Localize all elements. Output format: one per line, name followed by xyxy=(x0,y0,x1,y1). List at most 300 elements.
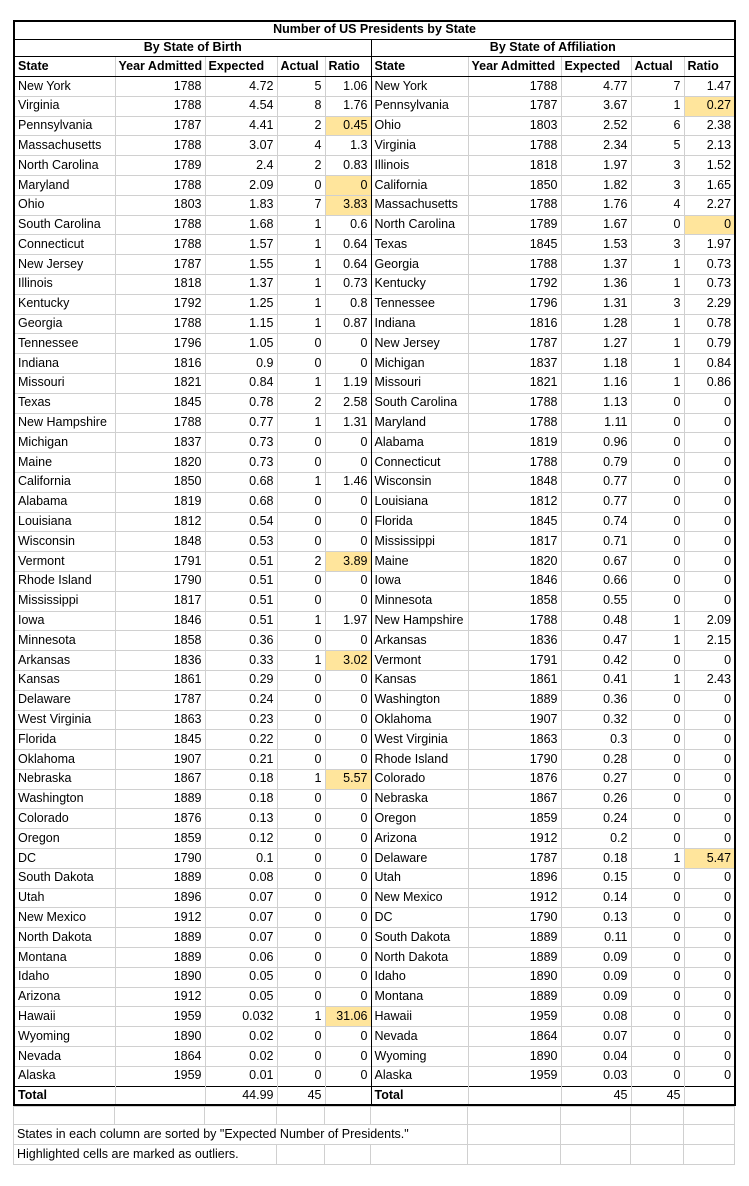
cell-state: South Dakota xyxy=(14,868,115,888)
empty-cell xyxy=(325,1145,371,1165)
table-row xyxy=(14,373,735,393)
table-row xyxy=(14,96,735,116)
cell-year-admitted: 1788 xyxy=(115,136,205,156)
cell-actual: 1 xyxy=(631,354,684,374)
cell-expected: 0.54 xyxy=(205,512,277,532)
cell-year-admitted: 1836 xyxy=(115,651,205,671)
cell-actual: 0 xyxy=(277,809,325,829)
cell-state: Nevada xyxy=(14,1047,115,1067)
cell-ratio: 0 xyxy=(684,750,735,770)
empty-cell xyxy=(325,1107,371,1125)
empty-cell xyxy=(561,1145,631,1165)
cell-state: Utah xyxy=(371,868,468,888)
table-row xyxy=(14,116,735,136)
cell-expected: 0.14 xyxy=(561,888,631,908)
cell-ratio: 0 xyxy=(325,670,371,690)
cell-year-admitted: 1889 xyxy=(115,928,205,948)
table-row xyxy=(14,928,735,948)
cell-year-admitted: 1912 xyxy=(468,829,561,849)
cell-state: North Dakota xyxy=(371,948,468,968)
cell-ratio: 0 xyxy=(684,651,735,671)
cell-ratio: 0 xyxy=(325,948,371,968)
cell-ratio: 0 xyxy=(325,908,371,928)
cell-expected: 0.032 xyxy=(205,1007,277,1027)
cell-actual: 5 xyxy=(277,77,325,97)
cell-actual: 0 xyxy=(631,1007,684,1027)
cell-year-admitted: 1788 xyxy=(468,255,561,275)
cell-expected: 0.06 xyxy=(205,948,277,968)
cell-year-admitted: 1959 xyxy=(115,1066,205,1086)
cell-expected: 0.51 xyxy=(205,611,277,631)
cell-ratio: 1.3 xyxy=(325,136,371,156)
cell-state: Texas xyxy=(14,393,115,413)
cell-year-admitted: 1818 xyxy=(468,156,561,176)
empty-cell xyxy=(561,1125,631,1145)
cell-state: Pennsylvania xyxy=(14,116,115,136)
cell-year-admitted: 1787 xyxy=(115,116,205,136)
cell-actual: 2 xyxy=(277,393,325,413)
cell-actual: 0 xyxy=(631,809,684,829)
cell-actual: 0 xyxy=(631,868,684,888)
cell-year-admitted: 1876 xyxy=(468,769,561,789)
cell-expected: 1.25 xyxy=(205,294,277,314)
column-header-expected: Expected xyxy=(205,57,277,77)
cell-ratio: 0 xyxy=(325,1066,371,1086)
cell-actual: 0 xyxy=(277,908,325,928)
cell-actual: 0 xyxy=(277,631,325,651)
cell-state: New Hampshire xyxy=(14,413,115,433)
table-row xyxy=(14,631,735,651)
cell-expected: 0.03 xyxy=(561,1066,631,1086)
cell-ratio: 0 xyxy=(684,591,735,611)
cell-ratio: 0 xyxy=(684,393,735,413)
cell-state: Louisiana xyxy=(14,512,115,532)
cell-expected: 1.16 xyxy=(561,373,631,393)
cell-expected: 0.23 xyxy=(205,710,277,730)
empty-cell xyxy=(371,1145,468,1165)
cell-expected: 0.68 xyxy=(205,472,277,492)
cell-expected: 0.13 xyxy=(561,908,631,928)
cell-ratio: 0 xyxy=(684,690,735,710)
cell-year-admitted: 1889 xyxy=(468,987,561,1007)
cell-ratio: 0 xyxy=(684,1066,735,1086)
cell-year-admitted: 1790 xyxy=(468,908,561,928)
outlier-cell: 3.02 xyxy=(325,651,371,671)
cell-state: Massachusetts xyxy=(371,195,468,215)
cell-year-admitted: 1912 xyxy=(115,987,205,1007)
column-header-ratio: Ratio xyxy=(684,57,735,77)
cell-year-admitted: 1788 xyxy=(115,413,205,433)
cell-year-admitted: 1850 xyxy=(468,175,561,195)
cell-ratio: 0 xyxy=(325,829,371,849)
table-row xyxy=(14,967,735,987)
cell-ratio: 2.27 xyxy=(684,195,735,215)
cell-year-admitted: 1792 xyxy=(115,294,205,314)
outlier-cell: 5.47 xyxy=(684,849,735,869)
cell-ratio: 1.65 xyxy=(684,175,735,195)
cell-actual: 0 xyxy=(277,1047,325,1067)
cell-year-admitted: 1816 xyxy=(115,354,205,374)
cell-year-admitted: 1787 xyxy=(468,849,561,869)
cell-ratio: 0 xyxy=(684,928,735,948)
cell-expected: 1.37 xyxy=(205,274,277,294)
cell-year-admitted: 1890 xyxy=(115,1027,205,1047)
cell-actual: 0 xyxy=(277,928,325,948)
cell-expected: 0.51 xyxy=(205,591,277,611)
cell-ratio: 2.38 xyxy=(684,116,735,136)
cell-expected: 0.66 xyxy=(561,571,631,591)
cell-year-admitted: 1863 xyxy=(468,730,561,750)
cell-ratio: 1.06 xyxy=(325,77,371,97)
empty-row xyxy=(14,1107,735,1125)
cell-expected: 0.48 xyxy=(561,611,631,631)
cell-actual: 0 xyxy=(631,987,684,1007)
empty-cell xyxy=(14,1107,115,1125)
cell-ratio: 0 xyxy=(684,948,735,968)
cell-actual: 0 xyxy=(277,868,325,888)
cell-state: Michigan xyxy=(371,354,468,374)
footnote-outliers: Highlighted cells are marked as outliers. xyxy=(14,1145,277,1165)
cell-ratio: 1.76 xyxy=(325,96,371,116)
cell-actual: 1 xyxy=(277,651,325,671)
cell-year-admitted: 1889 xyxy=(115,948,205,968)
cell-year-admitted: 1820 xyxy=(115,453,205,473)
cell-state: Iowa xyxy=(14,611,115,631)
cell-expected: 0.33 xyxy=(205,651,277,671)
cell-state: Washington xyxy=(14,789,115,809)
cell-expected: 0.12 xyxy=(205,829,277,849)
cell-year-admitted: 1912 xyxy=(468,888,561,908)
cell-state: Nevada xyxy=(371,1027,468,1047)
cell-ratio: 0 xyxy=(684,1047,735,1067)
cell-expected: 0.67 xyxy=(561,552,631,572)
cell-year-admitted: 1837 xyxy=(468,354,561,374)
cell-ratio: 0.73 xyxy=(684,274,735,294)
table-row xyxy=(14,136,735,156)
cell-state: South Carolina xyxy=(371,393,468,413)
cell-year-admitted: 1896 xyxy=(115,888,205,908)
cell-expected: 0.55 xyxy=(561,591,631,611)
empty-cell xyxy=(631,1145,684,1165)
cell-ratio: 0 xyxy=(325,532,371,552)
cell-expected: 0.18 xyxy=(205,769,277,789)
cell-expected: 1.57 xyxy=(205,235,277,255)
outlier-cell: 0 xyxy=(684,215,735,235)
cell-state: Georgia xyxy=(14,314,115,334)
cell-ratio: 0 xyxy=(325,868,371,888)
cell-year-admitted: 1812 xyxy=(468,492,561,512)
cell-actual: 1 xyxy=(631,631,684,651)
cell-state: Oregon xyxy=(371,809,468,829)
cell-expected: 0.28 xyxy=(561,750,631,770)
cell-expected: 0.18 xyxy=(205,789,277,809)
cell-state: Massachusetts xyxy=(14,136,115,156)
cell-ratio: 0 xyxy=(325,1047,371,1067)
cell-actual: 3 xyxy=(631,235,684,255)
cell-expected: 0.78 xyxy=(205,393,277,413)
cell-expected: 1.55 xyxy=(205,255,277,275)
cell-expected: 0.77 xyxy=(205,413,277,433)
cell-ratio: 0.64 xyxy=(325,255,371,275)
cell-ratio: 1.47 xyxy=(684,77,735,97)
cell-expected: 0.07 xyxy=(205,928,277,948)
cell-year-admitted: 1959 xyxy=(468,1007,561,1027)
cell-state: Maryland xyxy=(14,175,115,195)
empty-cell xyxy=(468,1125,561,1145)
cell-expected: 1.36 xyxy=(561,274,631,294)
cell-actual: 1 xyxy=(277,472,325,492)
cell-year-admitted: 1859 xyxy=(115,829,205,849)
cell-ratio: 0 xyxy=(684,492,735,512)
cell-actual: 0 xyxy=(277,334,325,354)
table-title: Number of US Presidents by State xyxy=(14,21,735,39)
table-row xyxy=(14,453,735,473)
cell-actual: 0 xyxy=(277,750,325,770)
cell-actual: 1 xyxy=(277,294,325,314)
cell-actual: 3 xyxy=(631,175,684,195)
cell-ratio: 2.15 xyxy=(684,631,735,651)
cell-year-admitted: 1846 xyxy=(115,611,205,631)
cell-year-admitted: 1858 xyxy=(115,631,205,651)
cell-state: Ohio xyxy=(371,116,468,136)
cell-expected: 0.36 xyxy=(561,690,631,710)
cell-expected: 0.02 xyxy=(205,1047,277,1067)
cell-expected: 0.73 xyxy=(205,453,277,473)
cell-actual: 7 xyxy=(277,195,325,215)
cell-expected: 0.05 xyxy=(205,967,277,987)
cell-state: New Hampshire xyxy=(371,611,468,631)
cell-expected: 2.4 xyxy=(205,156,277,176)
cell-ratio: 0.78 xyxy=(684,314,735,334)
cell-year-admitted: 1907 xyxy=(468,710,561,730)
cell-ratio: 0 xyxy=(325,849,371,869)
cell-expected: 0.15 xyxy=(561,868,631,888)
cell-actual: 0 xyxy=(277,730,325,750)
cell-ratio: 0.83 xyxy=(325,156,371,176)
cell-ratio: 0 xyxy=(325,453,371,473)
cell-expected: 1.83 xyxy=(205,195,277,215)
cell-state: Kansas xyxy=(371,670,468,690)
cell-year-admitted: 1789 xyxy=(115,156,205,176)
cell-expected: 0.47 xyxy=(561,631,631,651)
cell-actual: 1 xyxy=(631,255,684,275)
cell-actual: 1 xyxy=(277,413,325,433)
cell-state: Connecticut xyxy=(14,235,115,255)
cell-actual: 0 xyxy=(631,690,684,710)
footer-grid xyxy=(13,1106,735,1165)
cell-ratio: 1.31 xyxy=(325,413,371,433)
cell-expected: 0.53 xyxy=(205,532,277,552)
cell-actual: 0 xyxy=(631,472,684,492)
cell-ratio: 0 xyxy=(325,571,371,591)
cell-state: Alaska xyxy=(371,1066,468,1086)
cell-ratio: 0 xyxy=(325,928,371,948)
cell-year-admitted: 1820 xyxy=(468,552,561,572)
cell-state: Nebraska xyxy=(14,769,115,789)
cell-year-admitted: 1788 xyxy=(115,215,205,235)
cell-actual: 1 xyxy=(631,96,684,116)
cell-ratio: 0 xyxy=(325,631,371,651)
cell-expected: 4.77 xyxy=(561,77,631,97)
cell-expected: 1.27 xyxy=(561,334,631,354)
cell-year-admitted: 1818 xyxy=(115,274,205,294)
cell-actual: 0 xyxy=(277,1066,325,1086)
cell-state: Texas xyxy=(371,235,468,255)
cell-state: South Carolina xyxy=(14,215,115,235)
cell-expected: 0.41 xyxy=(561,670,631,690)
cell-actual: 0 xyxy=(277,591,325,611)
cell-year-admitted: 1889 xyxy=(115,868,205,888)
cell-state: Indiana xyxy=(371,314,468,334)
column-header-state: State xyxy=(14,57,115,77)
cell-state: Vermont xyxy=(371,651,468,671)
cell-year-admitted: 1837 xyxy=(115,433,205,453)
cell-state: New York xyxy=(14,77,115,97)
cell-year-admitted: 1896 xyxy=(468,868,561,888)
cell-expected: 0.96 xyxy=(561,433,631,453)
total-label: Total xyxy=(14,1086,115,1105)
cell-ratio: 0 xyxy=(325,591,371,611)
cell-actual: 1 xyxy=(277,215,325,235)
cell-year-admitted: 1859 xyxy=(468,809,561,829)
cell-actual: 5 xyxy=(631,136,684,156)
cell-year-admitted: 1791 xyxy=(115,552,205,572)
cell-year-admitted: 1819 xyxy=(115,492,205,512)
cell-expected: 0.71 xyxy=(561,532,631,552)
cell-state: New Jersey xyxy=(371,334,468,354)
cell-expected: 1.82 xyxy=(561,175,631,195)
empty-cell xyxy=(205,1107,277,1125)
cell-ratio: 0 xyxy=(684,1027,735,1047)
cell-expected: 0.74 xyxy=(561,512,631,532)
cell-year-admitted: 1812 xyxy=(115,512,205,532)
cell-expected: 2.52 xyxy=(561,116,631,136)
cell-actual: 0 xyxy=(631,532,684,552)
cell-state: Rhode Island xyxy=(14,571,115,591)
cell-actual: 0 xyxy=(277,967,325,987)
table-row xyxy=(14,591,735,611)
cell-state: California xyxy=(14,472,115,492)
cell-state: Oklahoma xyxy=(14,750,115,770)
cell-actual: 3 xyxy=(631,156,684,176)
cell-actual: 1 xyxy=(277,314,325,334)
total-expected: 45 xyxy=(561,1086,631,1105)
cell-ratio: 0 xyxy=(684,809,735,829)
empty-cell xyxy=(561,1107,631,1125)
cell-state: Maine xyxy=(371,552,468,572)
table-row xyxy=(14,829,735,849)
cell-expected: 0.84 xyxy=(205,373,277,393)
cell-state: Montana xyxy=(14,948,115,968)
table-row xyxy=(14,492,735,512)
cell-year-admitted: 1788 xyxy=(468,413,561,433)
cell-actual: 1 xyxy=(277,235,325,255)
cell-expected: 0.18 xyxy=(561,849,631,869)
cell-ratio: 0.84 xyxy=(684,354,735,374)
cell-year-admitted: 1889 xyxy=(468,928,561,948)
cell-state: Connecticut xyxy=(371,453,468,473)
cell-expected: 0.08 xyxy=(561,1007,631,1027)
cell-ratio: 0.64 xyxy=(325,235,371,255)
table-row xyxy=(14,235,735,255)
table-row xyxy=(14,849,735,869)
table-row xyxy=(14,156,735,176)
cell-state: Utah xyxy=(14,888,115,908)
cell-year-admitted: 1788 xyxy=(115,235,205,255)
cell-actual: 0 xyxy=(277,492,325,512)
cell-year-admitted: 1864 xyxy=(468,1027,561,1047)
cell-actual: 0 xyxy=(631,967,684,987)
cell-actual: 1 xyxy=(631,849,684,869)
cell-expected: 0.51 xyxy=(205,571,277,591)
empty-cell xyxy=(277,1107,325,1125)
cell-state: Michigan xyxy=(14,433,115,453)
cell-expected: 0.07 xyxy=(561,1027,631,1047)
cell-actual: 0 xyxy=(277,1027,325,1047)
cell-year-admitted: 1867 xyxy=(468,789,561,809)
total-expected: 44.99 xyxy=(205,1086,277,1105)
cell-ratio: 0 xyxy=(325,690,371,710)
cell-actual: 0 xyxy=(631,769,684,789)
cell-expected: 0.13 xyxy=(205,809,277,829)
table-row xyxy=(14,255,735,275)
cell-year-admitted: 1789 xyxy=(468,215,561,235)
cell-year-admitted: 1788 xyxy=(468,77,561,97)
cell-year-admitted: 1889 xyxy=(468,690,561,710)
cell-actual: 0 xyxy=(277,948,325,968)
cell-actual: 3 xyxy=(631,294,684,314)
cell-ratio: 1.52 xyxy=(684,156,735,176)
cell-ratio: 0 xyxy=(684,888,735,908)
cell-state: Colorado xyxy=(371,769,468,789)
cell-year-admitted: 1790 xyxy=(115,849,205,869)
cell-actual: 0 xyxy=(631,789,684,809)
cell-expected: 0.04 xyxy=(561,1047,631,1067)
cell-state: North Dakota xyxy=(14,928,115,948)
cell-expected: 3.07 xyxy=(205,136,277,156)
cell-ratio: 0.79 xyxy=(684,334,735,354)
cell-ratio: 0 xyxy=(325,492,371,512)
cell-state: Missouri xyxy=(14,373,115,393)
table-row xyxy=(14,670,735,690)
cell-year-admitted: 1787 xyxy=(115,690,205,710)
cell-year-admitted: 1890 xyxy=(115,967,205,987)
cell-expected: 0.27 xyxy=(561,769,631,789)
cell-expected: 0.77 xyxy=(561,472,631,492)
cell-ratio: 0 xyxy=(325,809,371,829)
cell-actual: 0 xyxy=(631,730,684,750)
cell-actual: 0 xyxy=(631,928,684,948)
cell-ratio: 0 xyxy=(325,1027,371,1047)
cell-year-admitted: 1907 xyxy=(115,750,205,770)
cell-ratio: 0 xyxy=(325,750,371,770)
cell-year-admitted: 1819 xyxy=(468,433,561,453)
empty-cell xyxy=(468,1145,561,1165)
cell-ratio: 0 xyxy=(684,552,735,572)
total-actual: 45 xyxy=(631,1086,684,1105)
cell-state: Louisiana xyxy=(371,492,468,512)
cell-state: Idaho xyxy=(14,967,115,987)
cell-state: Wisconsin xyxy=(371,472,468,492)
outlier-cell: 0.45 xyxy=(325,116,371,136)
cell-state: DC xyxy=(14,849,115,869)
cell-state: New Mexico xyxy=(371,888,468,908)
cell-actual: 0 xyxy=(631,413,684,433)
cell-expected: 0.09 xyxy=(561,967,631,987)
cell-ratio: 2.29 xyxy=(684,294,735,314)
table-row xyxy=(14,730,735,750)
cell-expected: 0.29 xyxy=(205,670,277,690)
